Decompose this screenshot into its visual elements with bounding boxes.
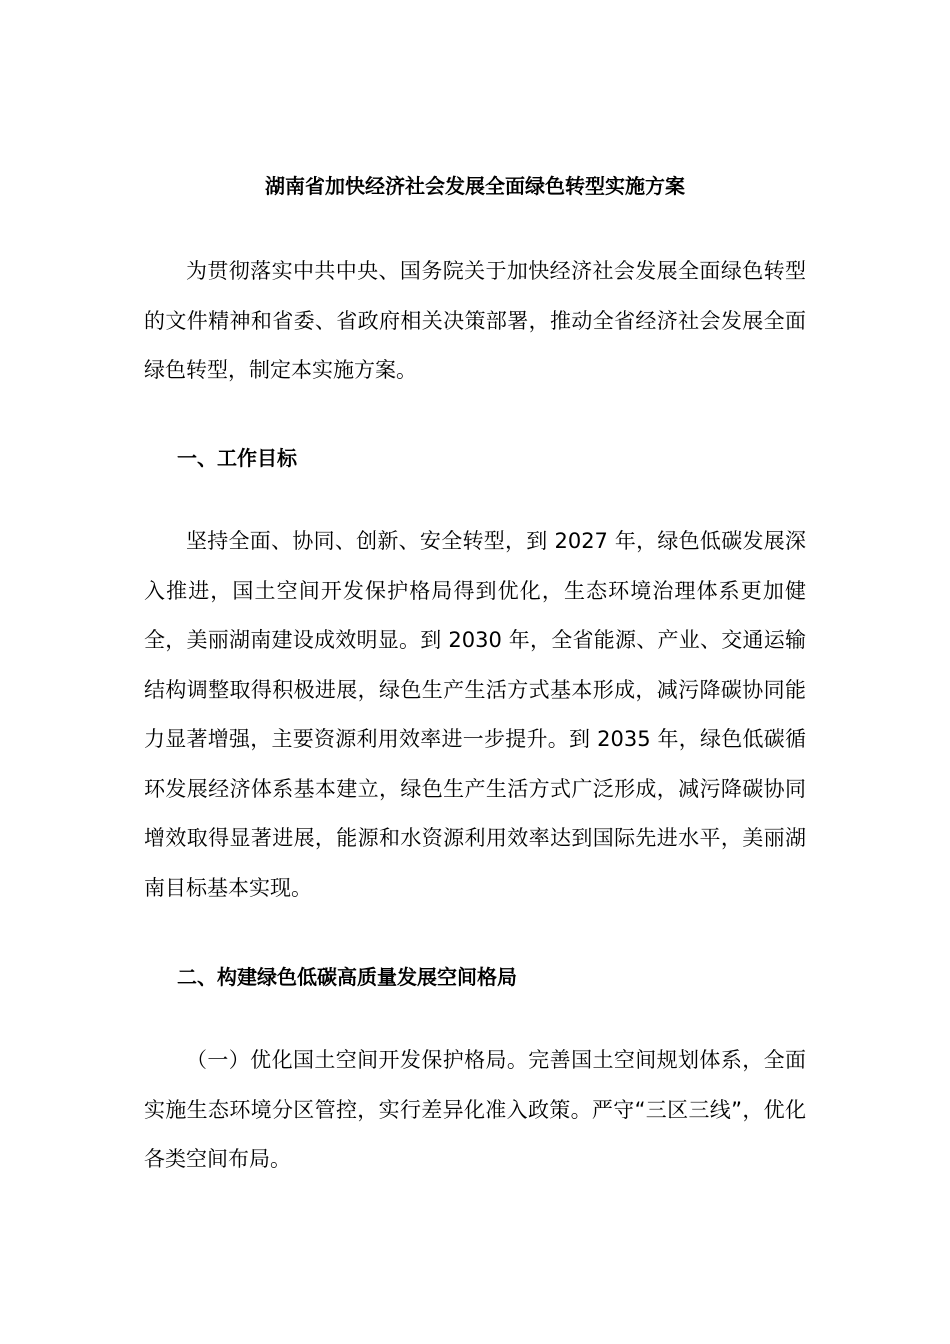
spatial-layout-paragraph: （一）优化国土空间开发保护格局。完善国土空间规划体系，全面实施生态环境分区管控，实行差异化准入政策。严守“三区三线”，优化各类空间布局。 [144, 1048, 806, 1171]
section-heading-goals: 一、工作目标 [177, 446, 297, 470]
document-title: 湖南省加快经济社会发展全面绿色转型实施方案 [265, 174, 685, 198]
section-heading-spatial-layout: 二、构建绿色低碳高质量发展空间格局 [177, 965, 517, 989]
intro-paragraph: 为贯彻落实中共中央、国务院关于加快经济社会发展全面绿色转型的文件精神和省委、省政府相关决策部署，推动全省经济社会发展全面绿色转型，制定本实施方案。 [144, 259, 806, 382]
goals-paragraph: 坚持全面、协同、创新、安全转型，到 2027 年，绿色低碳发展深入推进，国土空间开发保护格局得到优化，生态环境治理体系更加健全，美丽湖南建设成效明显。到 2030 年，全省能源、产业、交通运输结构调整取得积极进展，绿色生产生活方式基本形成，减污降碳协同能力显著增强，主要资源利用效率进一步提升。到 2035 年，绿色低碳循环发展经济体系基本建立，绿色生产生活方式广泛形成，减污降碳协同增效取得显著进展，能源和水资源利用效率达到国际先进水平，美丽湖南目标基本实现。 [144, 529, 806, 900]
